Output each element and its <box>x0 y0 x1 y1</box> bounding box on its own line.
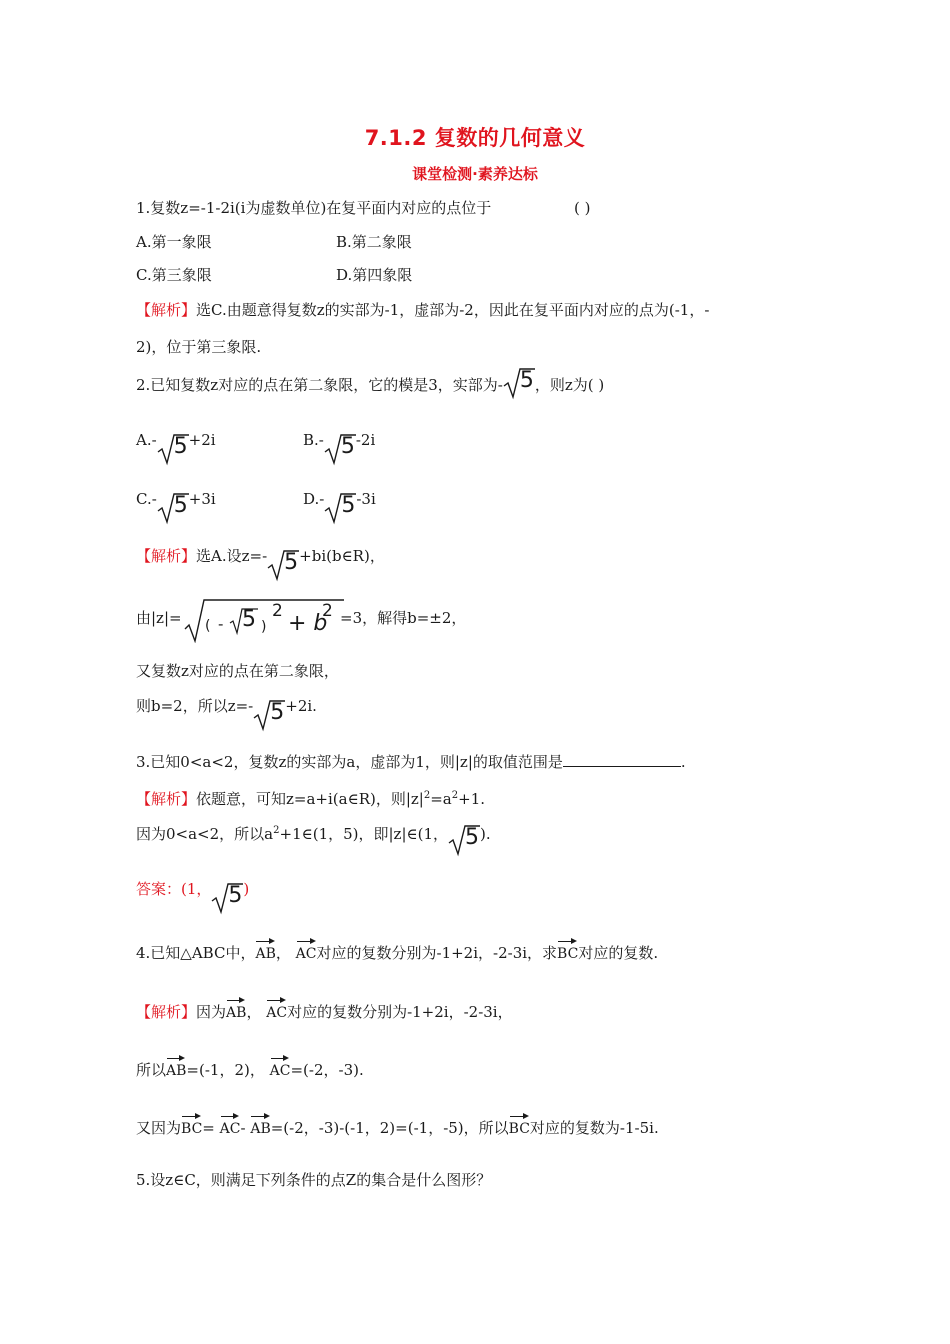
vector-ab: AB <box>166 1055 186 1081</box>
q2-option-a <box>136 430 216 466</box>
option-tail: +2i <box>188 431 216 449</box>
minus-sign: - <box>218 615 224 633</box>
q3-stem-text: 3.已知0<a<2，复数z的实部为a，虚部为1，则|z|的取值范围是 <box>136 753 563 771</box>
q2-option-b <box>303 430 375 466</box>
option-tail: +3i <box>188 490 216 508</box>
q5-stem: 5.设z∈C，则满足下列条件的点Z的集合是什么图形？ <box>136 1171 492 1189</box>
q2-analysis-line3: 又复数z对应的点在第二象限， <box>136 662 339 680</box>
q2-analysis-line1 <box>136 546 385 582</box>
radicand: 5 <box>173 434 188 459</box>
q2-analysis-tail: +bi(b∈R)， <box>299 547 385 565</box>
q1-option-c: C.第三象限 <box>136 266 212 284</box>
radicand: 5 <box>465 825 480 850</box>
vector-bc: BC <box>181 1113 202 1139</box>
radicand: 5 <box>242 607 256 632</box>
q2-analysis-text: 则b=2，所以z=- <box>136 697 254 715</box>
q3-analysis-line1 <box>136 786 485 809</box>
q1-analysis-line2: 2)，位于第三象限. <box>136 338 262 356</box>
sqrt-symbol <box>503 366 535 400</box>
q4-stem-text: 对应的复数. <box>578 944 659 962</box>
equals-sign: = <box>202 1119 215 1137</box>
superscript: 2 <box>273 825 280 836</box>
q4-analysis-line2 <box>136 1055 364 1081</box>
vector-ab: AB <box>255 938 275 964</box>
vector-ac: AC <box>220 1113 241 1139</box>
vector-bc: BC <box>557 938 578 964</box>
q3-analysis-text: +1. <box>458 790 486 808</box>
radicand: 5 <box>228 883 243 908</box>
q3-analysis-text: 依题意，可知z=a+i(a∈R)，则|z| <box>196 790 424 808</box>
answer-tail: ) <box>243 880 250 898</box>
analysis-tag: 【解析】 <box>136 301 197 319</box>
q4-stem-text: ， <box>275 944 291 962</box>
q1-option-a: A.第一象限 <box>136 233 212 251</box>
sqrt-symbol <box>157 491 189 525</box>
q4-analysis-line3 <box>136 1113 659 1139</box>
q3-analysis-tail: ). <box>480 825 491 843</box>
q4-analysis-line1 <box>136 997 513 1023</box>
analysis-tag: 【解析】 <box>136 1003 197 1021</box>
sqrt-symbol <box>157 432 189 466</box>
sqrt-symbol <box>448 823 480 857</box>
radicand: 5 <box>519 368 534 393</box>
q4-stem-text: 4.已知△ABC中， <box>136 944 256 962</box>
q4-analysis-text: ， <box>246 1003 262 1021</box>
q2-stem-tail: ，则z为( ) <box>534 376 605 394</box>
option-label: A.- <box>136 431 157 449</box>
q2-analysis-tail: +2i. <box>285 697 317 715</box>
option-label: B.- <box>303 431 324 449</box>
radicand: 5 <box>341 493 356 518</box>
answer-label: 答案： <box>136 880 182 898</box>
paren-open: ( <box>205 618 211 634</box>
vector-bc: BC <box>509 1113 530 1139</box>
q4-analysis-text: 又因为 <box>136 1119 182 1137</box>
q3-analysis-line2 <box>136 821 491 857</box>
q1-analysis-line1 <box>136 300 709 320</box>
q4-analysis-text: =(-2，-3). <box>290 1061 364 1079</box>
plus-b: + b <box>288 611 328 636</box>
q2-analysis-text: 选A.设z=- <box>196 547 268 565</box>
q4-analysis-text: 所以 <box>136 1061 167 1079</box>
q3-analysis-text: +1∈(1，5)，即|z|∈(1， <box>279 825 449 843</box>
answer-blank <box>563 752 681 767</box>
q2-analysis-line2 <box>136 608 182 628</box>
radicand: 5 <box>173 493 188 518</box>
page-title: 7.1.2 复数的几何意义 <box>364 126 586 150</box>
q2-modulus-label: 由|z|= <box>136 609 182 627</box>
radicand: 5 <box>340 434 355 459</box>
radicand: 5 <box>284 550 299 575</box>
q3-answer <box>136 879 249 915</box>
q3-analysis-text: 因为0<a<2，所以a <box>136 825 274 843</box>
q4-analysis-text: =(-1，2)， <box>186 1061 265 1079</box>
minus-sign: - <box>240 1119 246 1137</box>
option-tail: -3i <box>356 490 376 508</box>
option-label: D.- <box>303 490 325 508</box>
q1-option-d: D.第四象限 <box>336 266 413 284</box>
q3-stem-tail: . <box>680 753 686 771</box>
paren-close: ) <box>261 619 267 635</box>
vector-ac: AC <box>270 1055 291 1081</box>
q2-option-c <box>136 489 216 525</box>
vector-ab: AB <box>226 997 246 1023</box>
radicand: 5 <box>270 700 285 725</box>
q4-analysis-text: 对应的复数分别为-1+2i，-2-3i， <box>287 1003 513 1021</box>
q3-stem <box>136 752 686 772</box>
q1-analysis-text: 选C.由题意得复数z的实部为-1，虚部为-2，因此在复平面内对应的点为(-1，- <box>196 301 710 319</box>
vector-ac: AC <box>296 938 317 964</box>
vector-ab: AB <box>250 1113 270 1139</box>
option-tail: -2i <box>355 431 376 449</box>
q1-stem-text: 1.复数z=-1-2i(i为虚数单位)在复平面内对应的点位于 <box>136 199 492 217</box>
exponent: 2 <box>322 601 333 621</box>
q4-analysis-text: 因为 <box>196 1003 227 1021</box>
sqrt-symbol <box>253 698 285 732</box>
sqrt-symbol <box>267 548 299 582</box>
q4-analysis-text: 对应的复数为-1-5i. <box>529 1119 659 1137</box>
superscript: 2 <box>451 790 459 801</box>
q2-analysis-line2-tail: =3，解得b=±2， <box>340 609 467 627</box>
analysis-tag: 【解析】 <box>136 547 197 565</box>
q2-stem <box>136 368 605 400</box>
q4-stem-text: 对应的复数分别为-1+2i，-2-3i，求 <box>316 944 558 962</box>
sqrt-symbol <box>324 432 356 466</box>
q1-option-b: B.第二象限 <box>336 233 412 251</box>
section-subtitle: 课堂检测·素养达标 <box>412 165 538 183</box>
q4-stem <box>136 938 658 964</box>
vector-ac: AC <box>266 997 287 1023</box>
answer-text: (1， <box>181 880 212 898</box>
q4-analysis-text: =(-2，-3)-(-1，2)=(-1，-5)，所以 <box>270 1119 509 1137</box>
q3-analysis-text: =a <box>430 790 452 808</box>
q1-paren: ( ) <box>574 199 591 217</box>
option-label: C.- <box>136 490 157 508</box>
superscript: 2 <box>423 790 431 801</box>
q2-option-d <box>303 489 376 525</box>
analysis-tag: 【解析】 <box>136 790 197 808</box>
q2-stem-text: 2.已知复数z对应的点在第二象限，它的模是3，实部为- <box>136 376 503 394</box>
q2-analysis-line4 <box>136 696 317 732</box>
exponent: 2 <box>272 601 283 621</box>
q1-stem <box>136 198 491 218</box>
sqrt-symbol <box>324 491 356 525</box>
sqrt-symbol <box>211 881 243 915</box>
